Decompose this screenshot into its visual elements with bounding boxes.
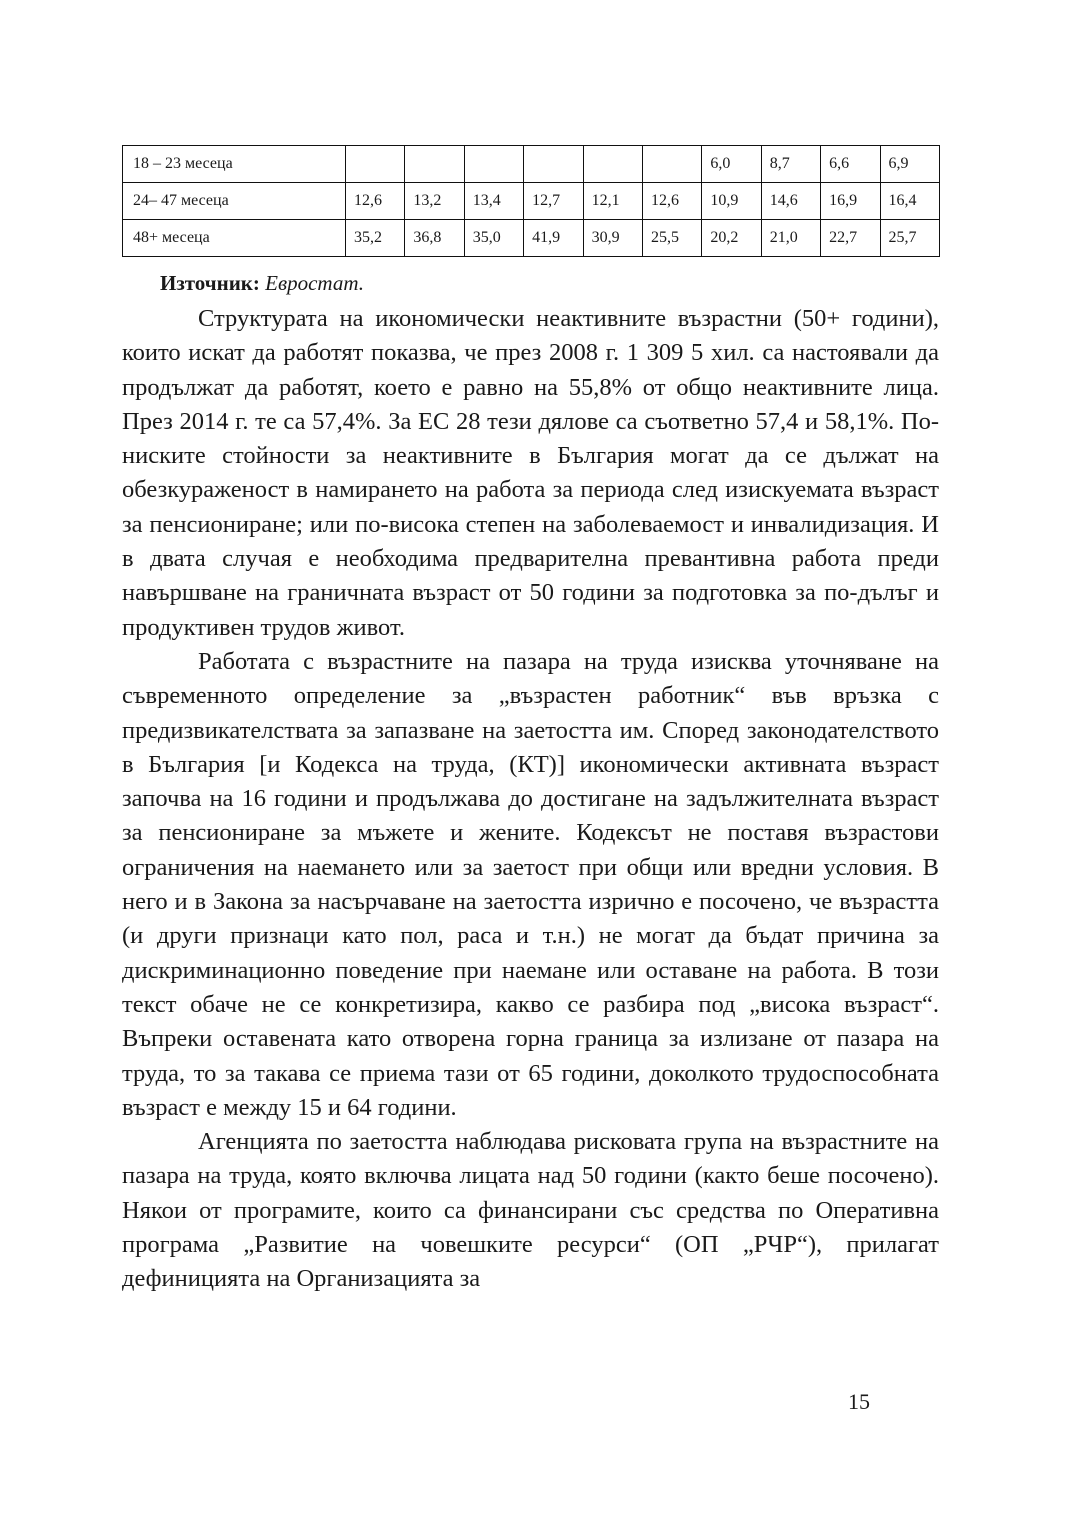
source-value: Евростат. xyxy=(265,271,365,295)
table-cell: 12,7 xyxy=(524,183,583,220)
table-cell: 10,9 xyxy=(702,183,761,220)
table-row xyxy=(123,220,940,257)
table-cell xyxy=(583,146,642,183)
table-cell: 16,9 xyxy=(821,183,880,220)
data-table xyxy=(122,145,940,257)
table-cell: 35,0 xyxy=(464,220,523,257)
body-text xyxy=(122,302,939,1297)
table-cell: 16,4 xyxy=(880,183,939,220)
page-number: 15 xyxy=(848,1389,870,1414)
table-cell: 12,6 xyxy=(642,183,701,220)
table-cell: 12,6 xyxy=(346,183,405,220)
table-row xyxy=(123,146,940,183)
table-cell xyxy=(524,146,583,183)
table-cell xyxy=(464,146,523,183)
table-cell: 36,8 xyxy=(405,220,464,257)
table-cell: 35,2 xyxy=(346,220,405,257)
table-cell: 8,7 xyxy=(761,146,820,183)
table-cell: 6,9 xyxy=(880,146,939,183)
table-cell xyxy=(346,146,405,183)
paragraph: Агенцията по заетостта наблюдава рисковата група на възрастните на пазара на труда, която включва лицата над 50 години (както беше посочено). Някои от програмите, които са финансирани със средства по Оперативна програма „Развитие на човешките ресурси“ (ОП „РЧР“), прилагат дефиницията на Организацията за xyxy=(122,1128,939,1293)
table-cell: 12,1 xyxy=(583,183,642,220)
table-cell xyxy=(405,146,464,183)
table-cell: 13,4 xyxy=(464,183,523,220)
table-cell: 41,9 xyxy=(524,220,583,257)
source-line xyxy=(160,268,364,298)
row-label: 48+ месеца xyxy=(123,220,346,257)
table-cell: 6,0 xyxy=(702,146,761,183)
row-label: 18 – 23 месеца xyxy=(123,146,346,183)
source-label: Източник: xyxy=(160,271,260,295)
table-cell: 25,7 xyxy=(880,220,939,257)
row-label: 24– 47 месеца xyxy=(123,183,346,220)
table-cell: 6,6 xyxy=(821,146,880,183)
table-cell: 13,2 xyxy=(405,183,464,220)
table-cell xyxy=(642,146,701,183)
table-cell: 30,9 xyxy=(583,220,642,257)
table-cell: 25,5 xyxy=(642,220,701,257)
table-cell: 14,6 xyxy=(761,183,820,220)
paragraph: Структурата на икономически неактивните възрастни (50+ години), които искат да работят показва, че през 2008 г. 1 309 5 хил. са настоявали да продължат да работят, което е равно на 55,8% от общо неактивните лица. През 2014 г. те са 57,4%. За ЕС 28 тези дялове са съответно 57,4 и 58,1%. По-ниските стойности за неактивните в България могат да се дължат на обезкураженост в намирането на работа за периода след изискуемата възраст за пенсиониране; или по-висока степен на заболеваемост и инвалидизация. И в двата случая е необходима предварителна превантивна работа преди навършване на граничната възраст от 50 години за подготовка за по-дълъг и продуктивен трудов живот. xyxy=(122,305,939,641)
table-row xyxy=(123,183,940,220)
table-cell: 21,0 xyxy=(761,220,820,257)
table-cell: 22,7 xyxy=(821,220,880,257)
table-body xyxy=(123,146,940,257)
paragraph: Работата с възрастните на пазара на труда изисква уточняване на съвременното определение за „възрастен работник“ във връзка с предизвикателствата за запазване на заетостта им. Според законодателството в България [и Кодекса на труда, (КТ)] икономически активната възраст започва на 16 години и продължава до достигане на задължителната възраст за пенсиониране за мъжете и жените. Кодексът не поставя възрастови ограничения на наемането или за заетост при общи или вредни условия. В него и в Закона за насърчаване на заетостта изрично е посочено, че възрастта (и други признаци като пол, раса и т.н.) не могат да бъдат причина за дискриминационно поведение при наемане или оставане на работа. В този текст обаче не се конкретизира, какво се разбира под „висока възраст“. Въпреки оставената като отворена горна граница за излизане от пазара на труда, то за такава се приема тази от 65 години, доколкото трудоспособната възраст е между 15 и 64 години. xyxy=(122,647,939,1121)
table-cell: 20,2 xyxy=(702,220,761,257)
